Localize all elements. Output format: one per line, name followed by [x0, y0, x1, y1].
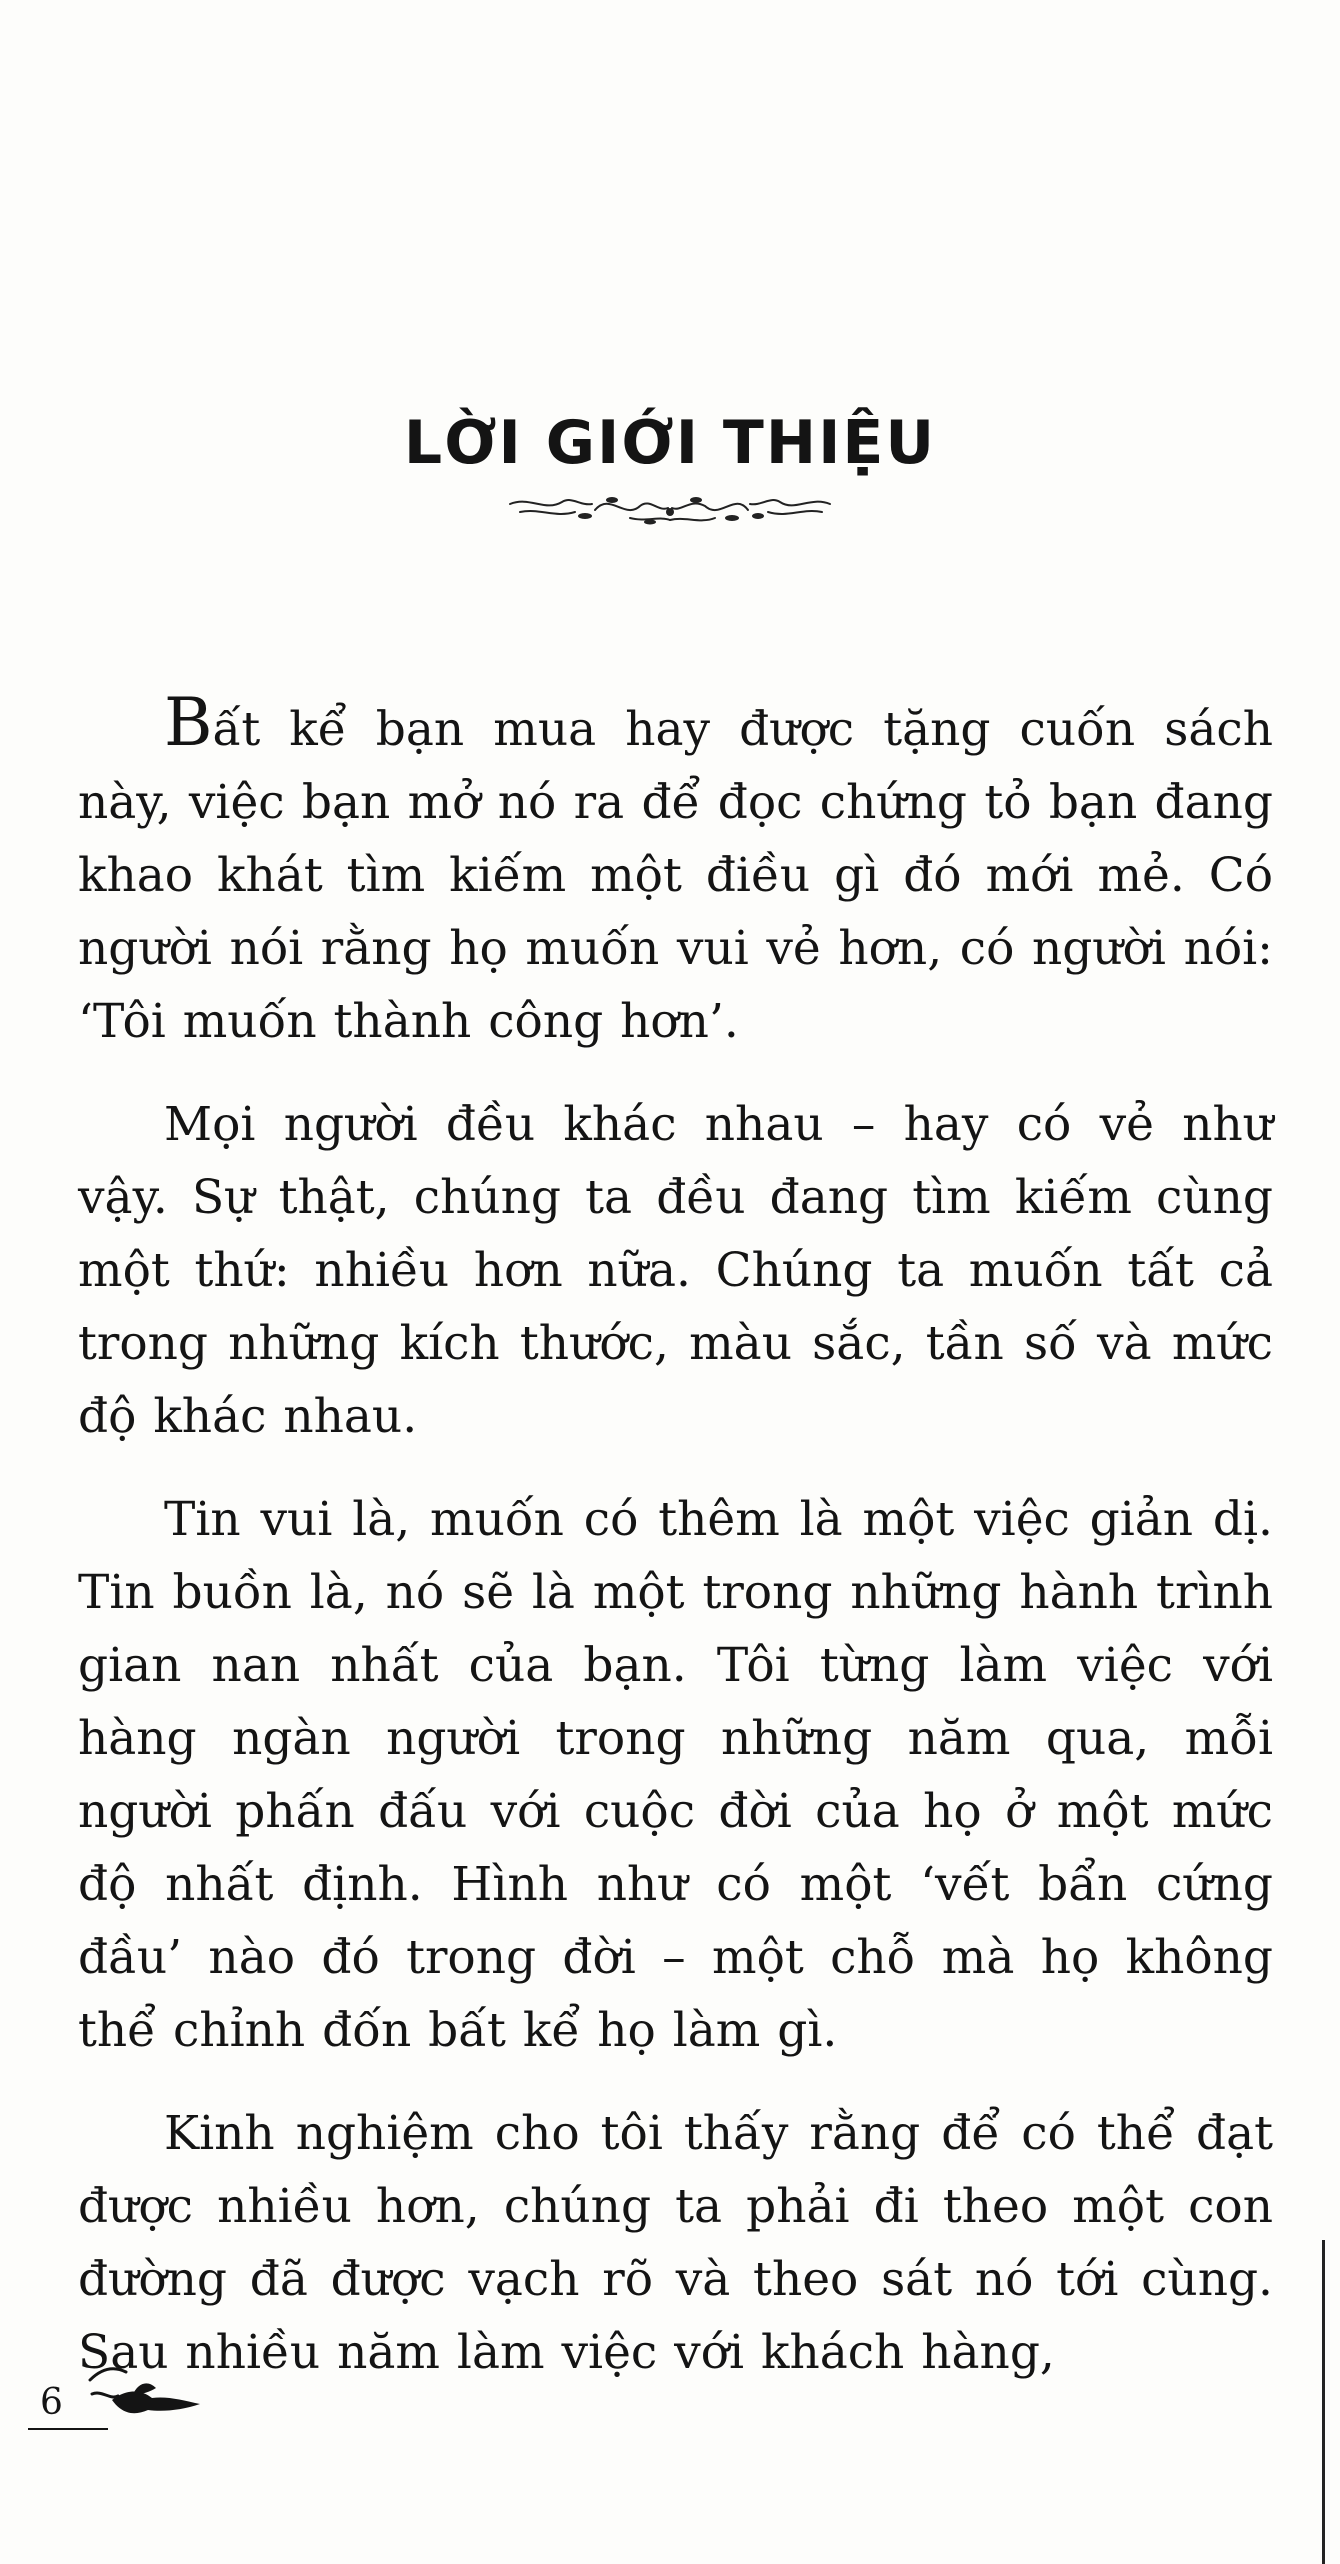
- paragraph-4: Kinh nghiệm cho tôi thấy rằng để có thể đạt được nhiều hơn, chúng ta phải đi theo một con đường đã được vạch rõ và theo sát nó tới cùng. Sau nhiều năm làm việc với khách hàng,: [78, 2106, 1273, 2380]
- chapter-title: LỜI GIỚI THIỆU: [403, 408, 937, 478]
- page-edge-line: [1322, 2240, 1325, 2564]
- dropcap: B: [164, 684, 213, 761]
- body-text: [78, 684, 1273, 2419]
- paragraph-2: Mọi người đều khác nhau – hay có vẻ như vậy. Sự thật, chúng ta đều đang tìm kiếm cùng một thứ: nhiều hơn nữa. Chúng ta muốn tất cả trong những kích thước, màu sắc, tần số và mức độ khác nhau.: [78, 1097, 1273, 1444]
- paragraph-3: Tin vui là, muốn có thêm là một việc giản dị. Tin buồn là, nó sẽ là một trong những hành trình gian nan nhất của bạn. Tôi từng làm việc với hàng ngàn người trong những năm qua, mỗi người phấn đấu với cuộc đời của họ ở một mức độ nhất định. Hình như có một ‘vết bẩn cứng đầu’ nào đó trong đời – một chỗ mà họ không thể chỉnh đốn bất kể họ làm gì.: [78, 1492, 1273, 2058]
- title-ornament: [500, 482, 840, 532]
- paragraph-1: [78, 684, 1273, 1058]
- paragraph-1-text: ất kể bạn mua hay được tặng cuốn sách này, việc bạn mở nó ra để đọc chứng tỏ bạn đang khao khát tìm kiếm một điều gì đó mới mẻ. Có người nói rằng họ muốn vui vẻ hơn, có người nói: ‘Tôi muốn thành công hơn’.: [78, 702, 1273, 1049]
- footer-bird-icon: [82, 2360, 212, 2430]
- page-number: 6: [40, 2382, 63, 2423]
